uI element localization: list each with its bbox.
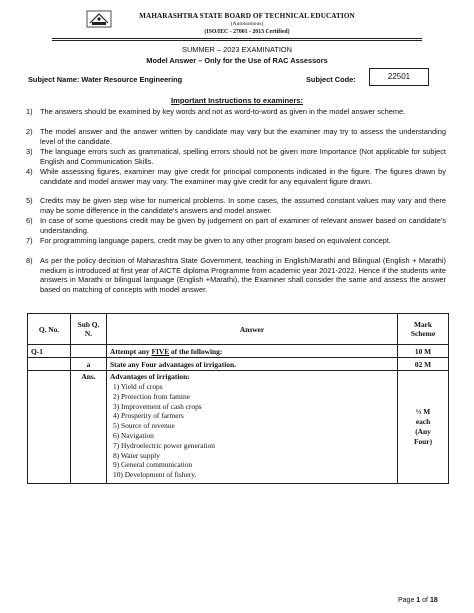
instruction-text: For programming language papers, credit may be given to any other program based on equivalent concept. <box>40 236 391 245</box>
instruction-item <box>26 127 446 146</box>
instruction-item <box>26 256 446 294</box>
list-item: 7) Hydroelectric power generation <box>113 440 215 450</box>
page-number <box>398 597 438 604</box>
certification-label: (ISO/IEC - 27001 - 2013 Certified) <box>204 29 290 35</box>
instruction-item <box>26 107 446 117</box>
list-item: 2) Protection from famine <box>113 391 190 401</box>
question-emphasis: FIVE <box>151 346 170 356</box>
autonomous-label: (Autonomous) <box>230 21 264 27</box>
msbte-logo-icon <box>86 10 112 28</box>
instruction-number: 1) <box>26 107 33 116</box>
board-name: MAHARASHTRA STATE BOARD OF TECHNICAL EDUCATION <box>139 12 355 20</box>
subject-name: Subject Name: Water Resource Engineering <box>28 75 183 84</box>
instruction-number: 8) <box>26 256 33 265</box>
instruction-item <box>26 196 446 215</box>
page-prefix: Page <box>398 597 417 604</box>
question-text <box>107 345 398 358</box>
instruction-text: The answers should be examined by key words and not as word-to-word as given in the model answer scheme. <box>40 107 406 116</box>
instruction-item <box>26 167 446 186</box>
question-marks: 10 M <box>398 345 449 358</box>
header-divider-2 <box>52 40 422 41</box>
list-item: 6) Navigation <box>113 430 154 440</box>
instruction-number: 5) <box>26 196 33 205</box>
page-total: 18 <box>429 597 438 604</box>
list-item: 1) Yield of crops <box>113 382 163 391</box>
instruction-text: The language errors such as grammatical, spelling errors should not be given more Importance (Not applicable for subject English and Communication Skills. <box>40 147 446 166</box>
instruction-number: 6) <box>26 216 33 225</box>
col-header-subqn: Sub Q. N. <box>71 314 107 345</box>
exam-session: SUMMER – 2023 EXAMINATION <box>182 45 292 54</box>
table-row <box>28 345 449 358</box>
list-item: 8) Water supply <box>113 450 160 460</box>
question-prefix: Attempt any <box>110 346 152 356</box>
sub-question-marks: 02 M <box>398 358 449 371</box>
marks-line: Four) <box>413 436 433 446</box>
empty-cell <box>71 345 107 358</box>
table-row <box>28 358 449 371</box>
instruction-text: As per the policy decision of Maharashtra State Government, teaching in English/Marathi and Bilingual (English + Marathi) medium is introduced at first year of AICTE diploma Programme from academic year 2021-2022. Hence if the students write answers in Marathi or bilingual language (English +Marathi), the Examiner shall consider the same and assess the answer based on matching of concepts with model answer. <box>40 256 446 294</box>
answer-heading: Advantages of irrigation: <box>110 372 190 381</box>
col-header-answer: Answer <box>107 314 398 345</box>
instruction-item <box>26 147 446 166</box>
model-answer-title: Model Answer – Only for the Use of RAC Assessors <box>146 56 328 65</box>
answer-table <box>27 313 449 484</box>
table-header-row <box>28 314 449 345</box>
col-header-marks: Mark Scheme <box>398 314 449 345</box>
subject-code-label: Subject Code: <box>306 75 356 84</box>
marks-line: ½ M <box>415 406 431 416</box>
question-number: Q-1 <box>28 345 71 358</box>
instruction-number: 3) <box>26 147 33 156</box>
question-suffix: of the following: <box>169 346 223 356</box>
advantages-list <box>110 382 394 480</box>
list-item: 4) Prosperity of farmers <box>113 411 184 421</box>
instruction-text: Credits may be given step wise for numerical problems. In some cases, the assumed constant values may vary and there may be some difference in the candidate's answers and model answer. <box>40 196 446 215</box>
col-header-qno: Q. No. <box>28 314 71 345</box>
marks-line: (Any <box>415 426 431 436</box>
subject-code-box: 22501 <box>369 68 429 86</box>
instruction-text: The model answer and the answer written by candidate may vary but the examiner may try to assess the understanding level of the candidate. <box>40 127 446 146</box>
empty-cell <box>28 371 71 484</box>
page-of: of <box>420 597 430 604</box>
answer-label: Ans. <box>71 371 107 484</box>
instruction-number: 4) <box>26 167 33 176</box>
marks-line: each <box>415 416 431 426</box>
list-item: 10) Development of fishery. <box>113 470 197 480</box>
empty-cell <box>28 358 71 371</box>
answer-content <box>107 371 398 484</box>
list-item: 3) Improvement of cash crops <box>113 401 202 411</box>
sub-question-label: a <box>71 358 107 371</box>
answer-marks <box>398 371 449 484</box>
instruction-text: While assessing figures, examiner may give credit for principal components indicated in the figure. The figures drawn by candidate and model answer may vary. The examiner may give credit for any equivalent figure drawn. <box>40 167 446 186</box>
list-item: 9) General communication <box>113 460 193 470</box>
sub-question-text: State any Four advantages of irrigation. <box>107 358 398 371</box>
instruction-number: 7) <box>26 236 33 245</box>
header-divider <box>52 38 422 39</box>
list-item: 5) Source of revenue <box>113 421 175 431</box>
page-current: 1 <box>416 597 421 604</box>
instruction-number: 2) <box>26 127 33 136</box>
instruction-item <box>26 236 446 246</box>
instructions-title: Important Instructions to examiners: <box>170 96 304 105</box>
table-row <box>28 371 449 484</box>
instruction-text: In case of some questions credit may be given by judgement on part of examiner of relevant answer based on candidate's understanding. <box>40 216 446 235</box>
instruction-item <box>26 216 446 235</box>
